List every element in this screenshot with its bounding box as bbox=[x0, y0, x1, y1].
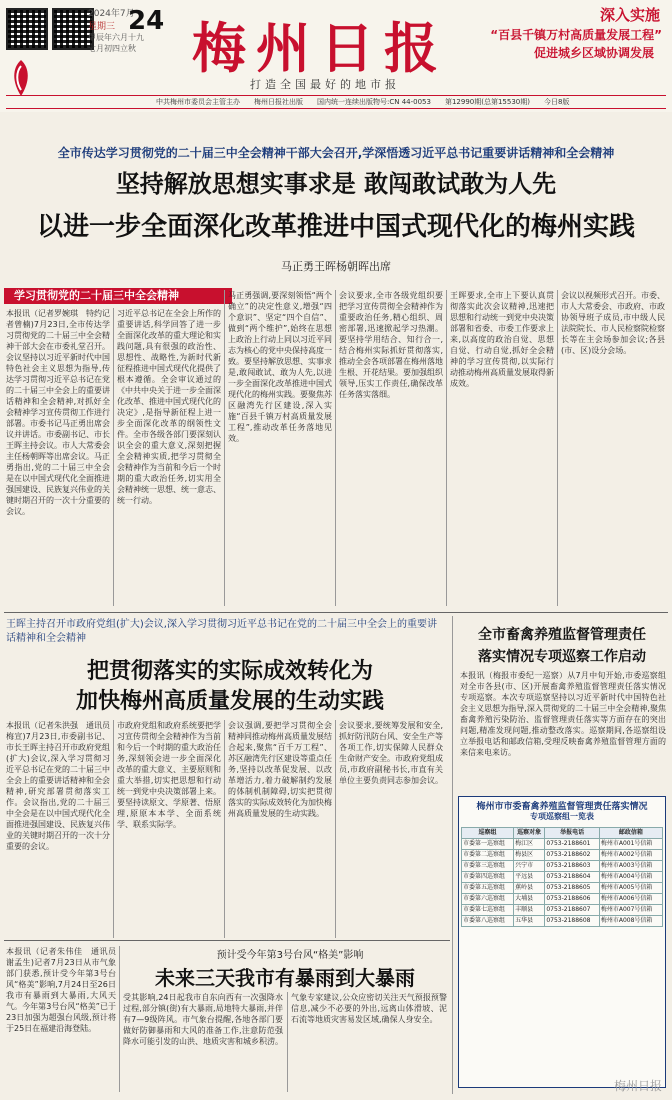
column-divider bbox=[113, 720, 114, 938]
table-cell: 五华县 bbox=[514, 916, 545, 927]
column-divider bbox=[224, 290, 225, 606]
table-cell: 兴宁市 bbox=[514, 861, 545, 872]
table-cell: 市委第六巡察组 bbox=[462, 894, 514, 905]
article-column: 马正勇强调,要深刻领悟“两个确立”的决定性意义,增强“四个意识”、坚定“四个自信”、做到“两个维护”,始终在思想上政治上行动上同以习近平同志为核心的党中央保持高度一致。要坚持解放思想、实事求是,敢闯敢试、敢为人先,以进一步全面深化改革推进中国式现代化的梅州实践。要聚焦苏区融湾先行区建设,深入实施“百县千镇万村高质量发展工程”,推动改革任务落地见效。 bbox=[228, 291, 332, 443]
lead-headline-2: 以进一步全面深化改革推进中国式现代化的梅州实践 bbox=[36, 212, 635, 242]
table-cell: 市委第一巡察组 bbox=[462, 839, 514, 850]
article-column: 会议强调,要把学习贯彻全会精神同推动梅州高质量发展结合起来,聚焦“百千万工程”、苏区融湾先行区建设等重点任务,坚持以改革促发展、以改革增活力,着力破解制约发展的体制机制障碍,切实把贯彻落实的实际成效转化为加快梅州高质量发展的生动实践。 bbox=[228, 721, 332, 818]
table-cell: 梅江区 bbox=[514, 839, 545, 850]
table-header-cell: 邮政信箱 bbox=[599, 828, 662, 839]
article-column: 市政府党组和政府系统要把学习宣传贯彻全会精神作为当前和今后一个时期的重大政治任务,深刻领会进一步全面深化改革的重大意义、主要原则和重大举措,切实把思想和行动统一到党中央决策部署上来。要坚持读原文、学原著、悟原理,原原本本学、全面系统学、联系实际学。 bbox=[117, 721, 221, 829]
article-column: 会议以视频形式召开。市委、市人大常委会、市政府、市政协领导班子成员,市中级人民法院院长、市人民检察院检察长等在主会场参加会议;各县(市、区)设分会场。 bbox=[561, 291, 665, 355]
info-item: 第12990期(总第15530期) bbox=[444, 98, 530, 106]
column-divider bbox=[287, 992, 288, 1092]
column-divider bbox=[113, 308, 114, 606]
table-cell: 平远县 bbox=[514, 872, 545, 883]
section-divider bbox=[4, 940, 450, 941]
table-cell: 市委第四巡察组 bbox=[462, 872, 514, 883]
section-banner: 学习贯彻党的二十届三中全会精神 bbox=[4, 288, 232, 304]
info-item: 梅州日报社出版 bbox=[254, 98, 303, 106]
promo-line-3: 促进城乡区域协调发展 bbox=[533, 46, 654, 60]
table-cell: 0753-2188604 bbox=[545, 872, 600, 883]
promo-box bbox=[470, 2, 668, 86]
table-cell: 0753-2188602 bbox=[545, 850, 600, 861]
newspaper-title: 梅州日报 bbox=[192, 16, 448, 80]
table-row bbox=[462, 905, 663, 916]
table-cell: 市委第二巡察组 bbox=[462, 850, 514, 861]
article-column: 本报讯（梅报市委纪一巡察）从7月中旬开始,市委巡察组对全市各县(市、区)开展畜禽养殖监督管理责任落实情况专项巡察。本次专项巡察坚持以习近平新时代中国特色社会主义思想为指导,深入贯彻党的二十届三中全会精神,聚焦畜禽养殖污染防治、监督管理责任落实等方面存在的突出问题,精准发现问题,推动整改落实。巡察期间,各巡察组设立举报电话和邮政信箱,受理反映畜禽养殖监督管理方面的来信来电来访。 bbox=[460, 671, 666, 757]
column-divider bbox=[335, 290, 336, 606]
watermark-logo: 梅州日报 bbox=[613, 1079, 662, 1093]
table-cell: 0753-2188608 bbox=[545, 916, 600, 927]
article-column: 本报讯（记者罗婉琪 特约记者曾楠)7月23日,全市传达学习贯彻党的二十届三中全会精神干部大会在市委礼堂召开。会议坚持以习近平新时代中国特色社会主义思想为指导,传达学习贯彻习近平总书记在党的二十届三中全会上的重要讲话精神和全会精神,对抓好全会精神学习宣传贯彻工作进行部署。市委书记马正勇出席会议并讲话。市委副书记、市长王晖主持会议。市人大常委会主任杨朝晖等出席会议。马正勇指出,党的二十届三中全会是在以中国式现代化全面推进强国建设、民族复兴伟业的关键时期召开的一次十分重要的会议。 bbox=[6, 309, 110, 516]
column-divider bbox=[224, 720, 225, 938]
table-cell: 市委第八巡察组 bbox=[462, 916, 514, 927]
column-divider bbox=[119, 946, 120, 1092]
second-headline-2: 加快梅州高质量发展的生动实践 bbox=[75, 689, 384, 714]
table-cell: 市委第三巡察组 bbox=[462, 861, 514, 872]
table-cell: 梅州市A003号信箱 bbox=[599, 861, 662, 872]
info-item: 中共梅州市委员会主管主办 bbox=[156, 98, 240, 106]
issue-weekday: 星期三 bbox=[88, 22, 116, 32]
side-headline-2: 落实情况专项巡察工作启动 bbox=[478, 649, 646, 665]
article-column: 本报讯（记者朱洪强 通讯员梅宣)7月23日,市委副书记、市长王晖主持召开市政府党组(扩大)会议,深入学习贯彻习近平总书记在党的二十届三中全会上的重要讲话精神和全会精神,研究部署贯彻落实工作。会议指出,党的二十届三中全会是在以中国式现代化全面推进强国建设、民族复兴伟业的关键时期召开的一次十分重要的会议。 bbox=[6, 721, 110, 851]
table-cell: 市委第五巡察组 bbox=[462, 883, 514, 894]
promo-line-2: “百县千镇万村高质量发展工程” bbox=[490, 28, 662, 42]
third-kicker: 预计受今年第3号台风“格美”影响 bbox=[216, 950, 364, 961]
lead-headline-1: 坚持解放思想实事求是 敢闯敢试敢为人先 bbox=[115, 170, 557, 198]
table-cell: 0753-2188601 bbox=[545, 839, 600, 850]
article-column: 习近平总书记在全会上所作的重要讲话,科学回答了进一步全面深化改革的重大理论和实践问题,具有很强的政治性、思想性、战略性,为新时代新征程推进中国式现代化提供了根本遵循。全会审议通过的《中共中央关于进一步全面深化改革、推进中国式现代化的决定》,是指导新征程上进一步全面深化改革的纲领性文件。全市各级各部门要深刻认识全会的重大意义,深刻把握全会精神实质,把学习贯彻全会精神作为当前和今后一个时期的重大政治任务,切实用全会精神统一思想、统一意志、统一行动。 bbox=[117, 309, 221, 505]
table-cell: 大埔县 bbox=[514, 894, 545, 905]
inspection-table bbox=[461, 827, 663, 927]
article-column: 会议要求,要统筹发展和安全,抓好防汛防台风、安全生产等各项工作,切实保障人民群众生命财产安全。市政府党组成员,市政府副秘书长,市直有关单位主要负责同志参加会议。 bbox=[339, 721, 443, 785]
side-headline-1: 全市畜禽养殖监督管理责任 bbox=[478, 627, 646, 643]
article-column: 会议要求,全市各级党组织要把学习宣传贯彻全会精神作为重要政治任务,精心组织、周密部署,迅速掀起学习热潮。要坚持学用结合、知行合一,结合梅州实际抓好贯彻落实,推动全会各项部署在梅州落地生根、开花结果。要加强组织领导,压实工作责任,确保改革任务落实落细。 bbox=[339, 291, 443, 399]
table-cell: 0753-2188606 bbox=[545, 894, 600, 905]
column-divider bbox=[335, 720, 336, 938]
issue-date bbox=[88, 4, 170, 72]
table-header-cell: 举报电话 bbox=[545, 828, 600, 839]
second-kicker: 王晖主持召开市政府党组(扩大)会议,深入学习贯彻习近平总书记在党的二十届三中全会上的重要讲话精神和全会精神 bbox=[6, 619, 437, 644]
table-cell: 0753-2188603 bbox=[545, 861, 600, 872]
column-divider bbox=[452, 616, 453, 1094]
table-title: 梅州市市委畜禽养殖监督管理责任落实情况 bbox=[476, 802, 648, 812]
newspaper-slogan: 打造全国最好的地市报 bbox=[250, 78, 400, 91]
info-item: 今日8版 bbox=[543, 98, 570, 106]
promo-line-1: 深入实施 bbox=[599, 6, 660, 24]
lead-byline: 马正勇王晖杨朝晖出席 bbox=[281, 260, 391, 273]
table-row bbox=[462, 916, 663, 927]
article-column: 气象专家建议,公众应密切关注天气预报预警信息,减少不必要的外出,远离山体滑坡、泥石流等地质灾害易发区域,确保人身安全。 bbox=[291, 993, 447, 1024]
table-row bbox=[462, 894, 663, 905]
table-cell: 梅县区 bbox=[514, 850, 545, 861]
newspaper-emblem-icon bbox=[8, 58, 34, 98]
masthead bbox=[0, 0, 672, 112]
table-cell: 市委第七巡察组 bbox=[462, 905, 514, 916]
table-cell: 梅州市A008号信箱 bbox=[599, 916, 662, 927]
table-cell: 梅州市A006号信箱 bbox=[599, 894, 662, 905]
table-row bbox=[462, 839, 663, 850]
article-column: 本报讯（记者朱伟佳 通讯员谢孟生)记者7月23日从市气象部门获悉,预计受今年第3号台风“格美”影响,7月24日至26日我市有暴雨到大暴雨,大风天气。今年第3号台风“格美”已于23日加强为超强台风级,预计将于25日在福建沿海登陆。 bbox=[6, 947, 116, 1033]
table-header-row bbox=[462, 828, 663, 839]
third-headline: 未来三天我市有暴雨到大暴雨 bbox=[155, 966, 415, 990]
issue-lunar-date: 甲辰年六月十九 bbox=[88, 33, 144, 42]
table-cell: 梅州市A002号信箱 bbox=[599, 850, 662, 861]
table-subtitle: 专项巡察组一览表 bbox=[530, 812, 594, 821]
issue-year-month: 2024年7月 bbox=[88, 9, 135, 19]
article-column: 受其影响,24日起我市自东向西有一次强降水过程,部分镇(街)有大暴雨,局地特大暴雨,并伴有7—9级阵风。市气象台提醒,各地各部门要做好防御暴雨和大风的准备工作,注意防范强降水可能引发的山洪、地质灾害和城乡积涝。 bbox=[123, 993, 283, 1046]
second-headline-1: 把贯彻落实的实际成效转化为 bbox=[86, 659, 373, 684]
article-column: 王晖要求,全市上下要认真贯彻落实此次会议精神,迅速把思想和行动统一到党中央决策部署和省委、市委工作要求上来,以高度的政治自觉、思想自觉、行动自觉,抓好全会精神的学习宣传贯彻,以实际行动推动梅州高质量发展取得新成效。 bbox=[450, 291, 554, 388]
table-row bbox=[462, 850, 663, 861]
section-divider bbox=[4, 612, 668, 613]
table-row bbox=[462, 861, 663, 872]
table-cell: 梅州市A004号信箱 bbox=[599, 872, 662, 883]
inspection-table-box bbox=[458, 796, 666, 1088]
issue-day: 24 bbox=[128, 6, 165, 36]
qr-code-icon bbox=[6, 8, 48, 50]
table-cell: 0753-2188605 bbox=[545, 883, 600, 894]
table-row bbox=[462, 883, 663, 894]
table-header-cell: 巡察组 bbox=[462, 828, 514, 839]
column-divider bbox=[557, 290, 558, 606]
table-cell: 蕉岭县 bbox=[514, 883, 545, 894]
issue-solar-term: 七月初四立秋 bbox=[88, 44, 136, 53]
table-cell: 梅州市A007号信箱 bbox=[599, 905, 662, 916]
table-cell: 梅州市A005号信箱 bbox=[599, 883, 662, 894]
table-header-cell: 巡察对象 bbox=[514, 828, 545, 839]
column-divider bbox=[446, 290, 447, 606]
info-item: 国内统一连续出版物号:CN 44-0053 bbox=[317, 98, 431, 106]
lead-kicker: 全市传达学习贯彻党的二十届三中全会精神干部大会召开,学深悟透习近平总书记重要讲话精神和全会精神 bbox=[57, 146, 615, 160]
publication-info-bar bbox=[6, 95, 666, 109]
table-row bbox=[462, 872, 663, 883]
table-cell: 梅州市A001号信箱 bbox=[599, 839, 662, 850]
table-cell: 丰顺县 bbox=[514, 905, 545, 916]
table-cell: 0753-2188607 bbox=[545, 905, 600, 916]
